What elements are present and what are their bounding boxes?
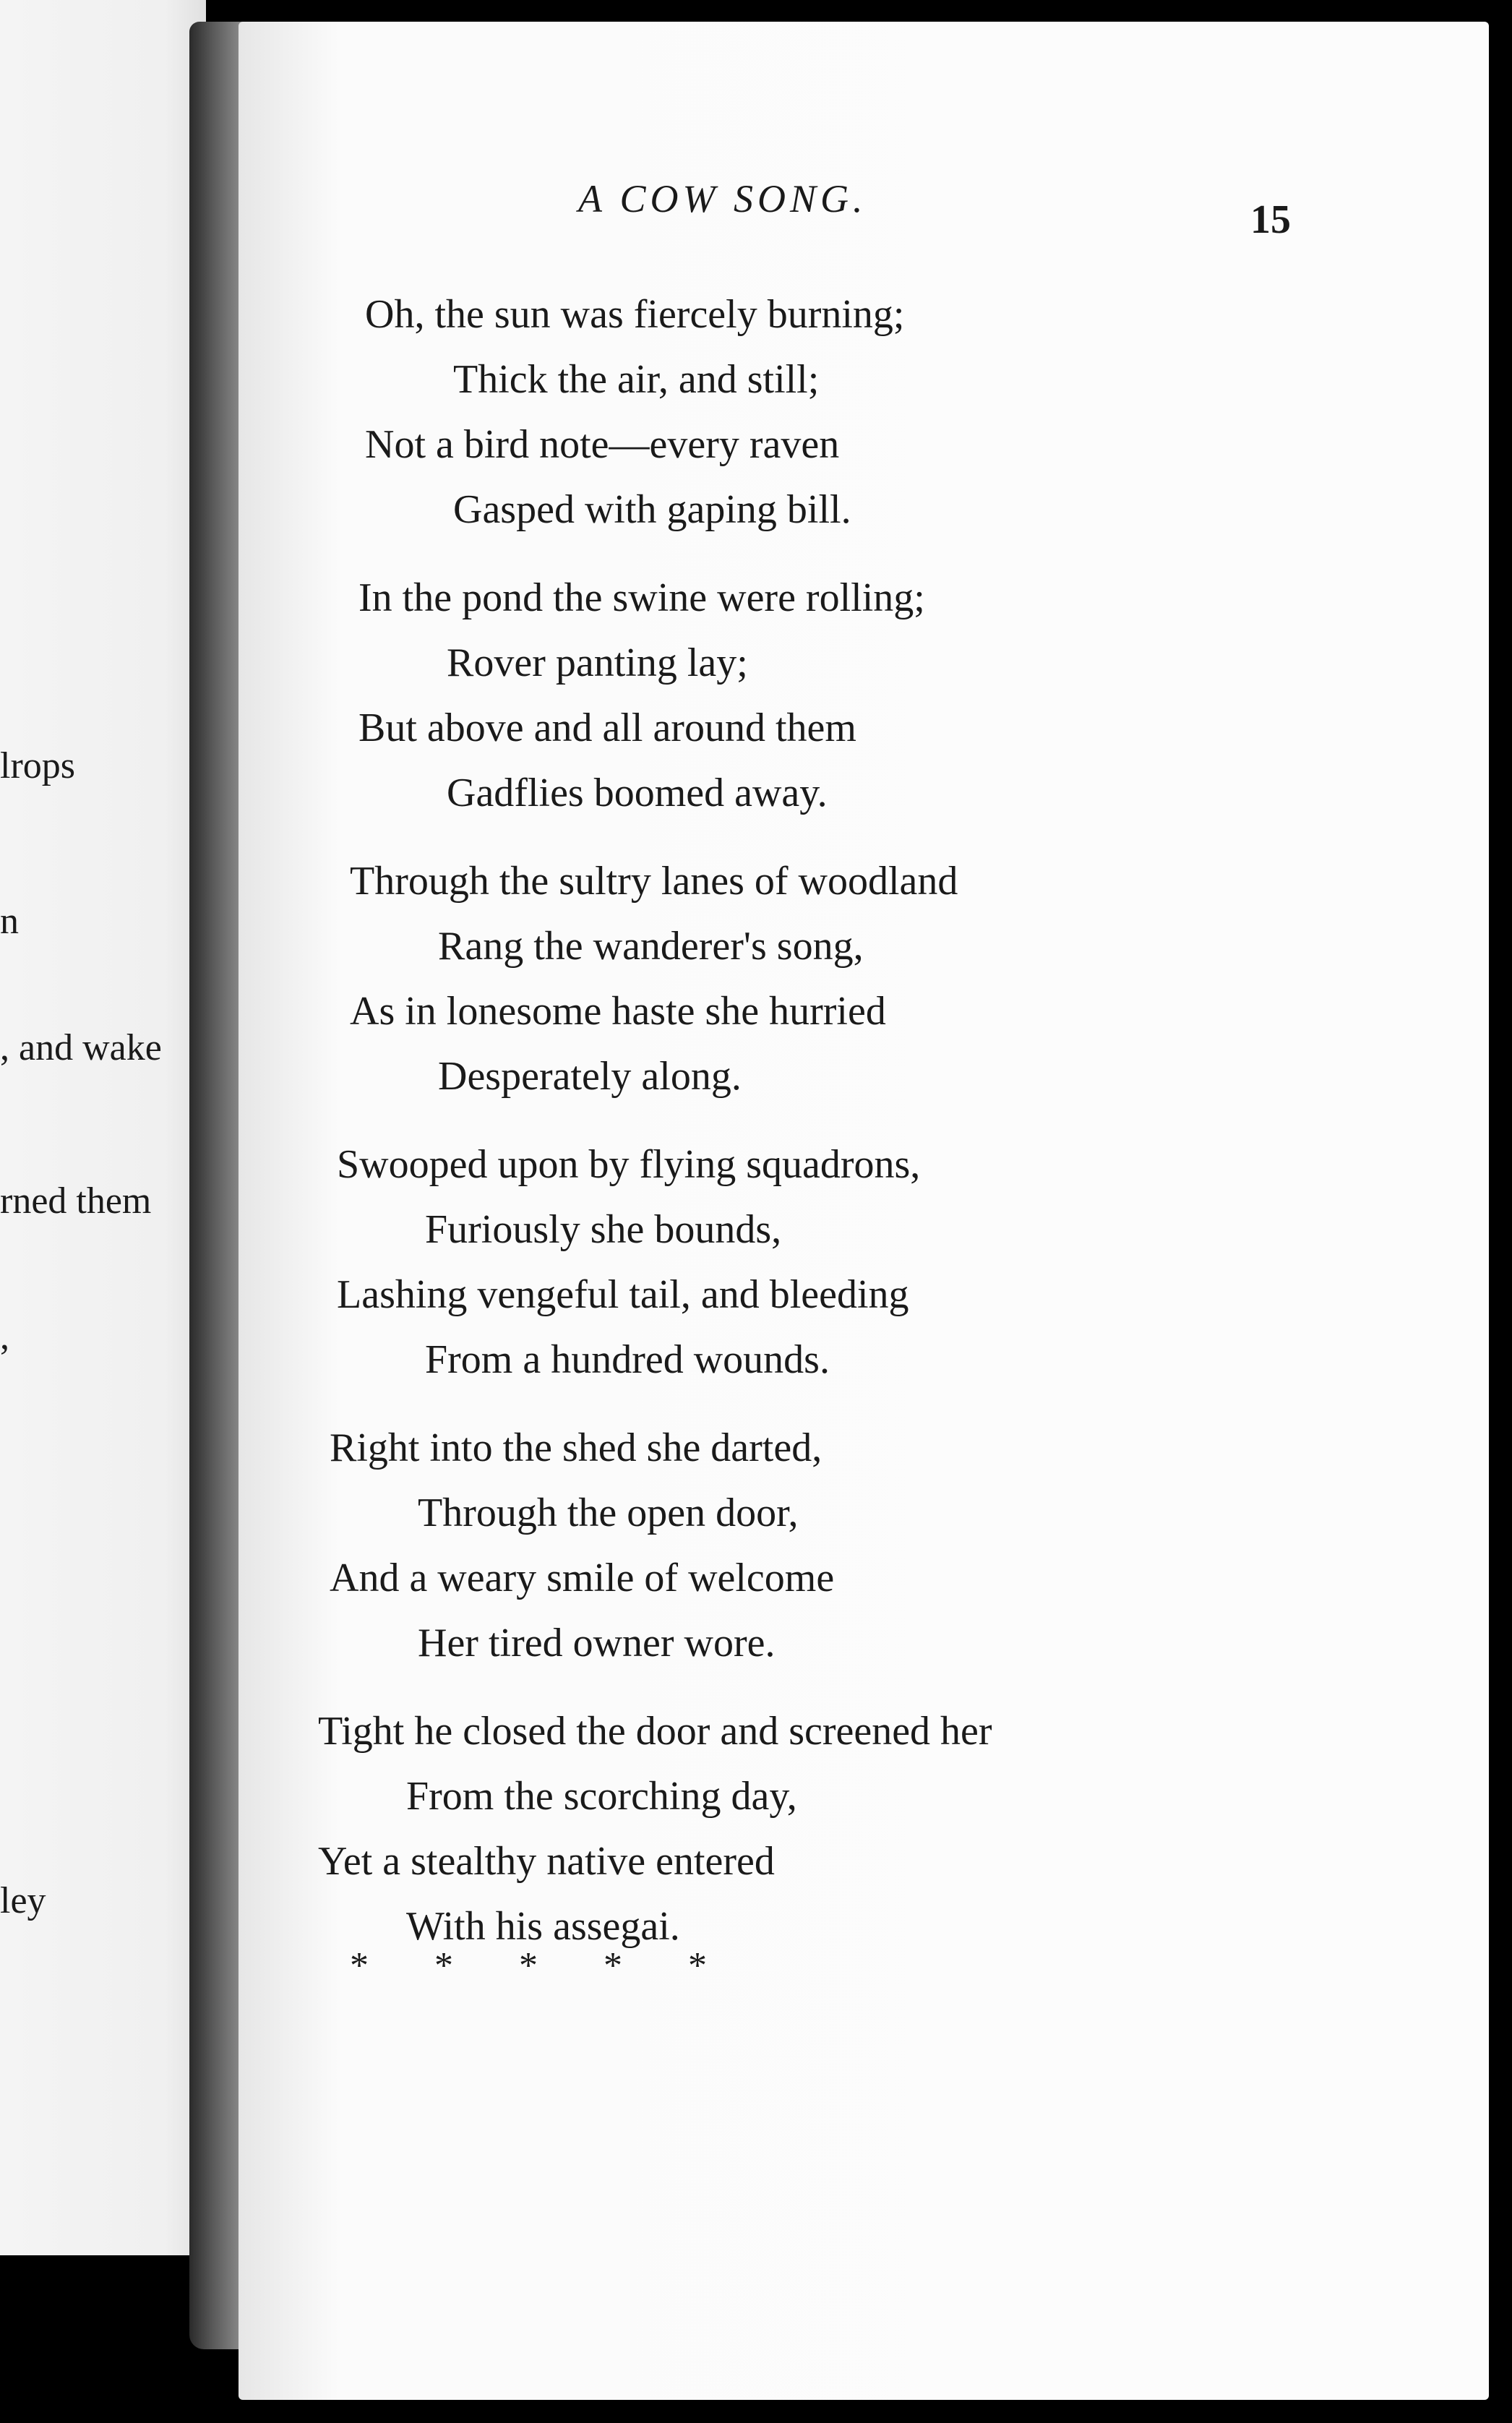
poem-line: Oh, the sun was fiercely burning;: [365, 292, 905, 337]
left-page-fragment: ley: [0, 1880, 46, 1921]
stanza-5: [330, 1415, 834, 1676]
poem-line: Rang the wanderer's song,: [438, 924, 864, 969]
stanza-6: [318, 1699, 992, 1959]
poem-line: Yet a stealthy native entered: [318, 1839, 775, 1884]
running-head: A COW SONG.: [578, 177, 867, 220]
left-page-fragment: n: [0, 901, 19, 942]
poem-line: Swooped upon by flying squadrons,: [337, 1142, 921, 1187]
poem-line: From a hundred wounds.: [425, 1337, 830, 1382]
poem-line: Lashing vengeful tail, and bleeding: [337, 1272, 909, 1317]
poem-line: Tight he closed the door and screened her: [318, 1709, 992, 1754]
poem-line: Rover panting lay;: [447, 640, 748, 685]
poem-line: Furiously she bounds,: [425, 1207, 782, 1252]
poem-line: Through the sultry lanes of woodland: [350, 859, 958, 904]
poem-line: Gadflies boomed away.: [447, 771, 828, 815]
poem-line: Desperately along.: [438, 1054, 742, 1099]
left-page-fragment: , and wake: [0, 1027, 162, 1068]
poem-line: Not a bird note—every raven: [365, 422, 840, 467]
stanza-2: [358, 565, 925, 825]
poem-line: And a weary smile of welcome: [330, 1556, 835, 1600]
poem-line: But above and all around them: [358, 706, 856, 750]
poem-line: From the scorching day,: [406, 1774, 797, 1819]
poem-line: As in lonesome haste she hurried: [350, 989, 886, 1034]
poem-line: Right into the shed she darted,: [330, 1425, 822, 1470]
left-page-fragment: ,: [0, 1316, 9, 1358]
poem-line: Gasped with gaping bill.: [453, 487, 851, 532]
left-page-fragment: lrops: [0, 745, 75, 786]
poem-line: Through the open door,: [418, 1491, 799, 1535]
stanza-4: [337, 1132, 920, 1392]
poem-line: With his assegai.: [406, 1904, 680, 1949]
section-break-asterisks: * * * * *: [350, 1945, 710, 1986]
stanza-1: [365, 282, 904, 542]
page-number: 15: [1250, 197, 1291, 242]
poem-line: Her tired owner wore.: [418, 1621, 776, 1665]
poem-line: In the pond the swine were rolling;: [358, 575, 925, 620]
left-page: [0, 0, 206, 2255]
left-page-fragment: rned them: [0, 1180, 152, 1222]
poem-line: Thick the air, and still;: [453, 357, 820, 402]
stanza-3: [350, 849, 958, 1109]
